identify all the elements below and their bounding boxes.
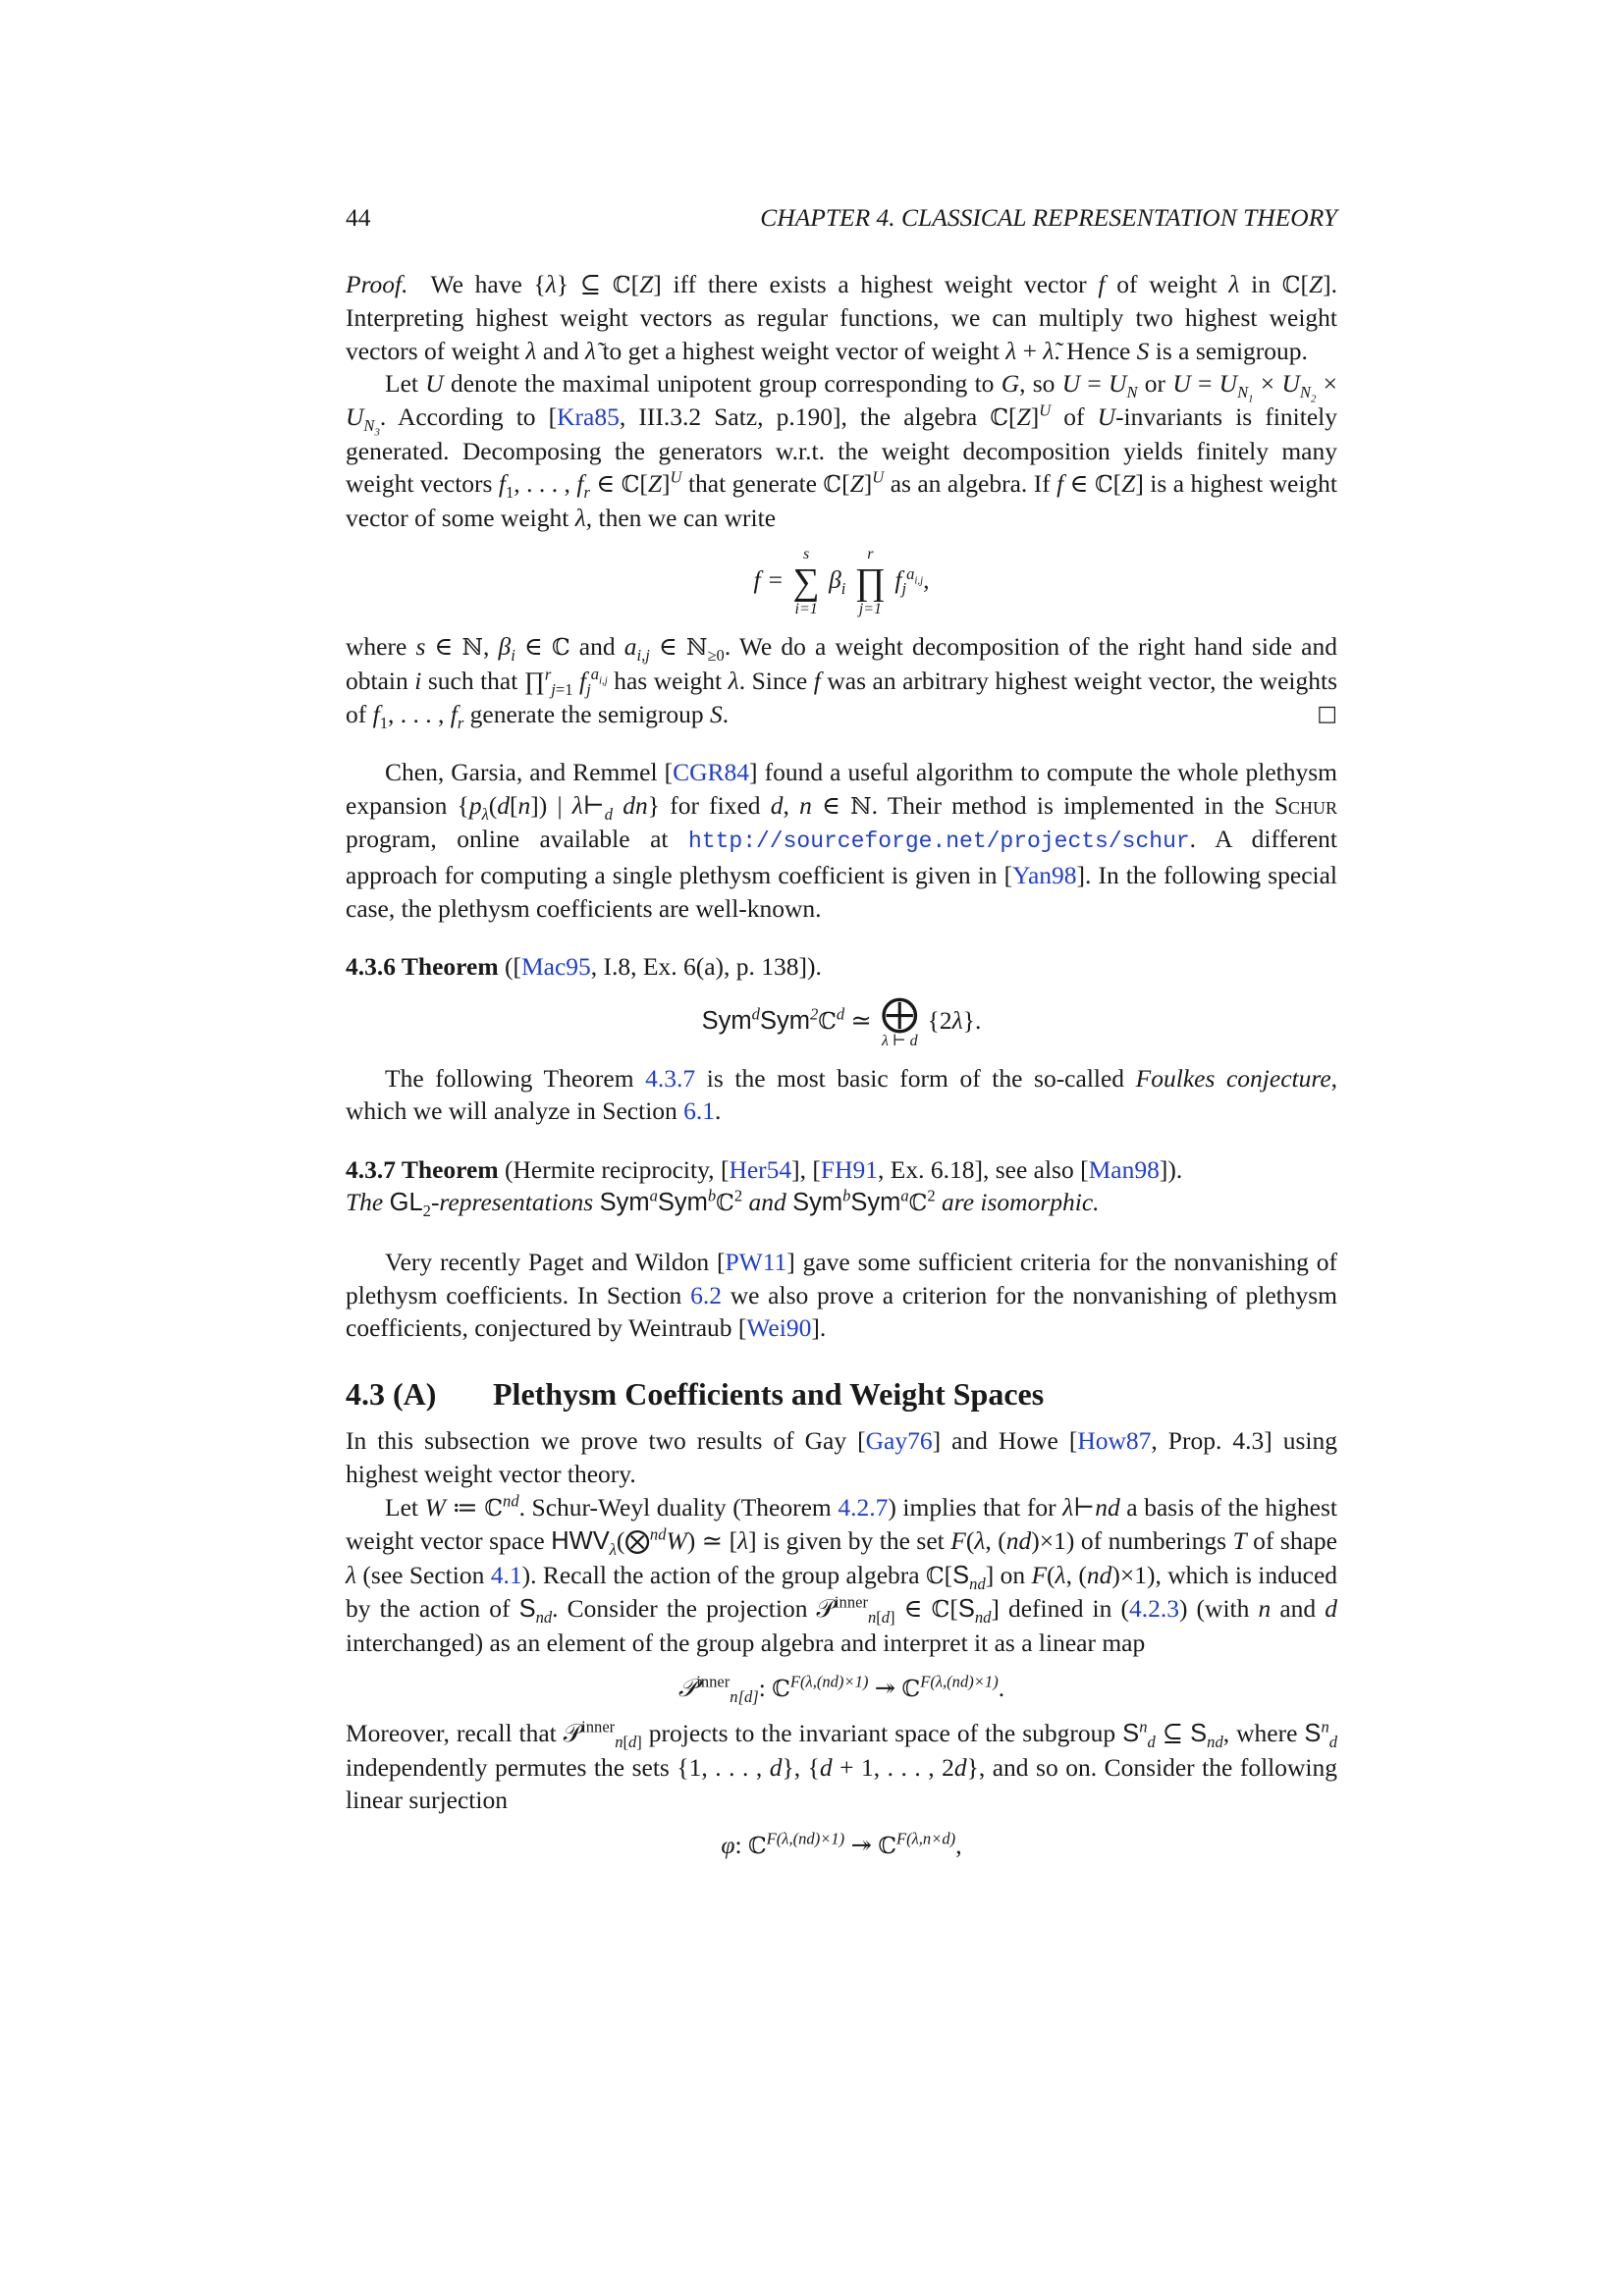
cite-how87[interactable]: How87: [1077, 1426, 1152, 1456]
cite-kra85[interactable]: Kra85: [557, 401, 620, 431]
page: [346, 201, 1337, 1875]
ref-section-41[interactable]: 4.1: [490, 1560, 522, 1589]
cite-wei90[interactable]: Wei90: [746, 1313, 812, 1343]
theorem-437: 4.3.7 Theorem (Hermite reciprocity, [Her54], [FH91, Ex. 6.18], see also [Man98]). The $GL_2$-representations Sym$^a$Sym$^b$ℂ$^2$ and Sym$^b$Sym$^a$ℂ$^2$ are isomorphic.: [346, 1154, 1183, 1221]
section-title: Plethysm Coefficients and Weight Spaces: [493, 1375, 1045, 1412]
qed-icon: □: [1317, 701, 1337, 726]
invariant-paragraph: Moreover, recall that 𝒫$^{inner}_{n[d]}$ projects to the invariant space of the subgroup $S^n_d$ ⊆ $S_{nd}$, where $S^n_d$ independently permutes the sets {1, . . . , d}, {d + 1, . . . , 2d}, and so on. Consider the following linear surjection: [346, 1717, 1337, 1815]
ref-section-62[interactable]: 6.2: [690, 1280, 722, 1309]
cite-cgr84[interactable]: CGR84: [673, 758, 750, 787]
cite-man98[interactable]: Man98: [1088, 1154, 1160, 1184]
chapter-title: CHAPTER 4. CLASSICAL REPRESENTATION THEORY: [760, 203, 1337, 232]
proof-conclusion: where s ∈ ℕ, $\beta_i$ ∈ ℂ and $a_{i,j}$ ∈ ℕ$_{\ge 0}$. We do a weight decomposition of the right hand side and obtain i such that ∏$^r_{j=1}$ $f_j^{a_{i,j}}$ has weight λ. Since f was an arbitrary highest weight vector, the weights of $f_1$, . . . , $f_r$ generate the semigroup S. □: [346, 632, 1337, 732]
proof-label: Proof.: [346, 269, 408, 298]
page-number: 44: [346, 203, 371, 232]
ref-theorem-437[interactable]: 4.3.7: [645, 1063, 696, 1093]
cite-her54[interactable]: Her54: [729, 1154, 792, 1184]
cite-gay76[interactable]: Gay76: [865, 1426, 933, 1456]
unipotent-paragraph: Let U denote the maximal unipotent group corresponding to G, so $U = U_N$ or $U = U_{N_1} \times U_{N_2} \times U_{N_3}$. According to [Kra85, III.3.2 Satz, p.190], the algebra $ℂ[Z]^U$ of U-invariants is finitely generated. Decomposing the generators w.r.t. the weight decomposition yields finitely many weight vectors $f_1$, . . . , $f_r$ ∈ $ℂ[Z]^U$ that generate $ℂ[Z]^U$ as an algebra. If f ∈ ℂ[Z] is a highest weight vector of some weight λ, then we can write: [346, 369, 1337, 532]
paget-paragraph: Very recently Paget and Wildon [PW11] gave some sufficient criteria for the nonvanishing of plethysm coefficients. In Section 6.2 we also prove a criterion for the nonvanishing of plethysm coefficients, conjectured by Weintraub [Wei90].: [346, 1248, 1338, 1343]
theorem-436: 4.3.6 Theorem ([Mac95, I.8, Ex. 6(a), p. 138]).: [346, 952, 822, 982]
chen-paragraph: Chen, Garsia, and Remmel [CGR84] found a useful algorithm to compute the whole plethysm expansion {$p_\lambda(d[n])$ | $\lambda⊢_d$ dn} for fixed d, n ∈ ℕ. Their method is implemented in the Schur program, online available at http://sourceforge.net/projects/schur. A different approach for computing a single plethysm coefficient is given in [Yan98]. In the following special case, the plethysm coefficients are well-known.: [346, 758, 1338, 923]
running-header: [346, 201, 1337, 235]
proof-paragraph: Proof. We have {λ} ⊆ ℂ[Z] iff there exists a highest weight vector f of weight λ in ℂ[Z]. Interpreting highest weight vectors as regular functions, we can multiply two highest weight vectors of weight λ and λ̃ to get a highest weight vector of weight λ + λ̃. Hence S is a semigroup.: [346, 269, 1337, 365]
schur-url-link[interactable]: http://sourceforge.net/projects/schur: [687, 828, 1190, 855]
foulkes-paragraph: The following Theorem 4.3.7 is the most basic form of the so-called Foulkes conjecture, which we will analyze in Section 6.1.: [346, 1063, 1338, 1126]
subsection-intro: In this subsection we prove two results of Gay [Gay76] and Howe [How87, Prop. 4.3] using highest weight vector theory.: [346, 1426, 1337, 1489]
equation-sym-sym: Sym$^d$Sym$^2$ℂ$^d$ ≃ ⨁ λ ⊢ d {2λ}.: [701, 992, 982, 1049]
ref-theorem-427[interactable]: 4.2.7: [838, 1492, 889, 1522]
theorem-436-label: 4.3.6 Theorem: [346, 952, 499, 982]
schur-weyl-paragraph: Let W ≔ ℂ$^{nd}$. Schur-Weyl duality (Theorem 4.2.7) implies that for λ⊢nd a basis of the highest weight vector space $HWV_\lambda(⨂^{nd}W)$ ≃ [λ] is given by the set F(λ, (nd)×1) of numberings T of shape λ (see Section 4.1). Recall the action of the group algebra $ℂ[S_{nd}]$ on F(λ, (nd)×1), which is induced by the action of $S_{nd}$. Consider the projection 𝒫$^{inner}_{n[d]}$ ∈ $ℂ[S_{nd}]$ defined in (4.2.3) (with n and d interchanged) as an element of the group algebra and interpret it as a linear map: [346, 1491, 1338, 1657]
equation-projection-map: 𝒫$^{inner}_{n[d]}$: ℂ$^{F(\lambda,(nd)\times 1)}$ ↠ ℂ$^{F(\lambda,(nd)\times 1)}$.: [677, 1672, 1005, 1706]
cite-yan98[interactable]: Yan98: [1012, 860, 1077, 889]
ref-section-61[interactable]: 6.1: [683, 1096, 716, 1126]
section-number: 4.3 (A): [346, 1375, 437, 1412]
equation-f-expansion: f = s ∑ i=1 $\beta_i$ r ∏ j=1 $f_j^{a_{i,j}}$,: [753, 546, 930, 618]
equation-phi-map: φ: ℂ$^{F(\lambda,(nd)\times 1)}$ ↠ ℂ$^{F(\lambda,n\times d)}$,: [721, 1829, 962, 1859]
ref-equation-423[interactable]: 4.2.3: [1128, 1594, 1179, 1624]
section-heading: [346, 1375, 1337, 1412]
cite-mac95[interactable]: Mac95: [520, 952, 591, 982]
theorem-437-label: 4.3.7 Theorem: [346, 1154, 499, 1184]
cite-fh91[interactable]: FH91: [820, 1154, 879, 1184]
cite-pw11[interactable]: PW11: [725, 1248, 787, 1277]
